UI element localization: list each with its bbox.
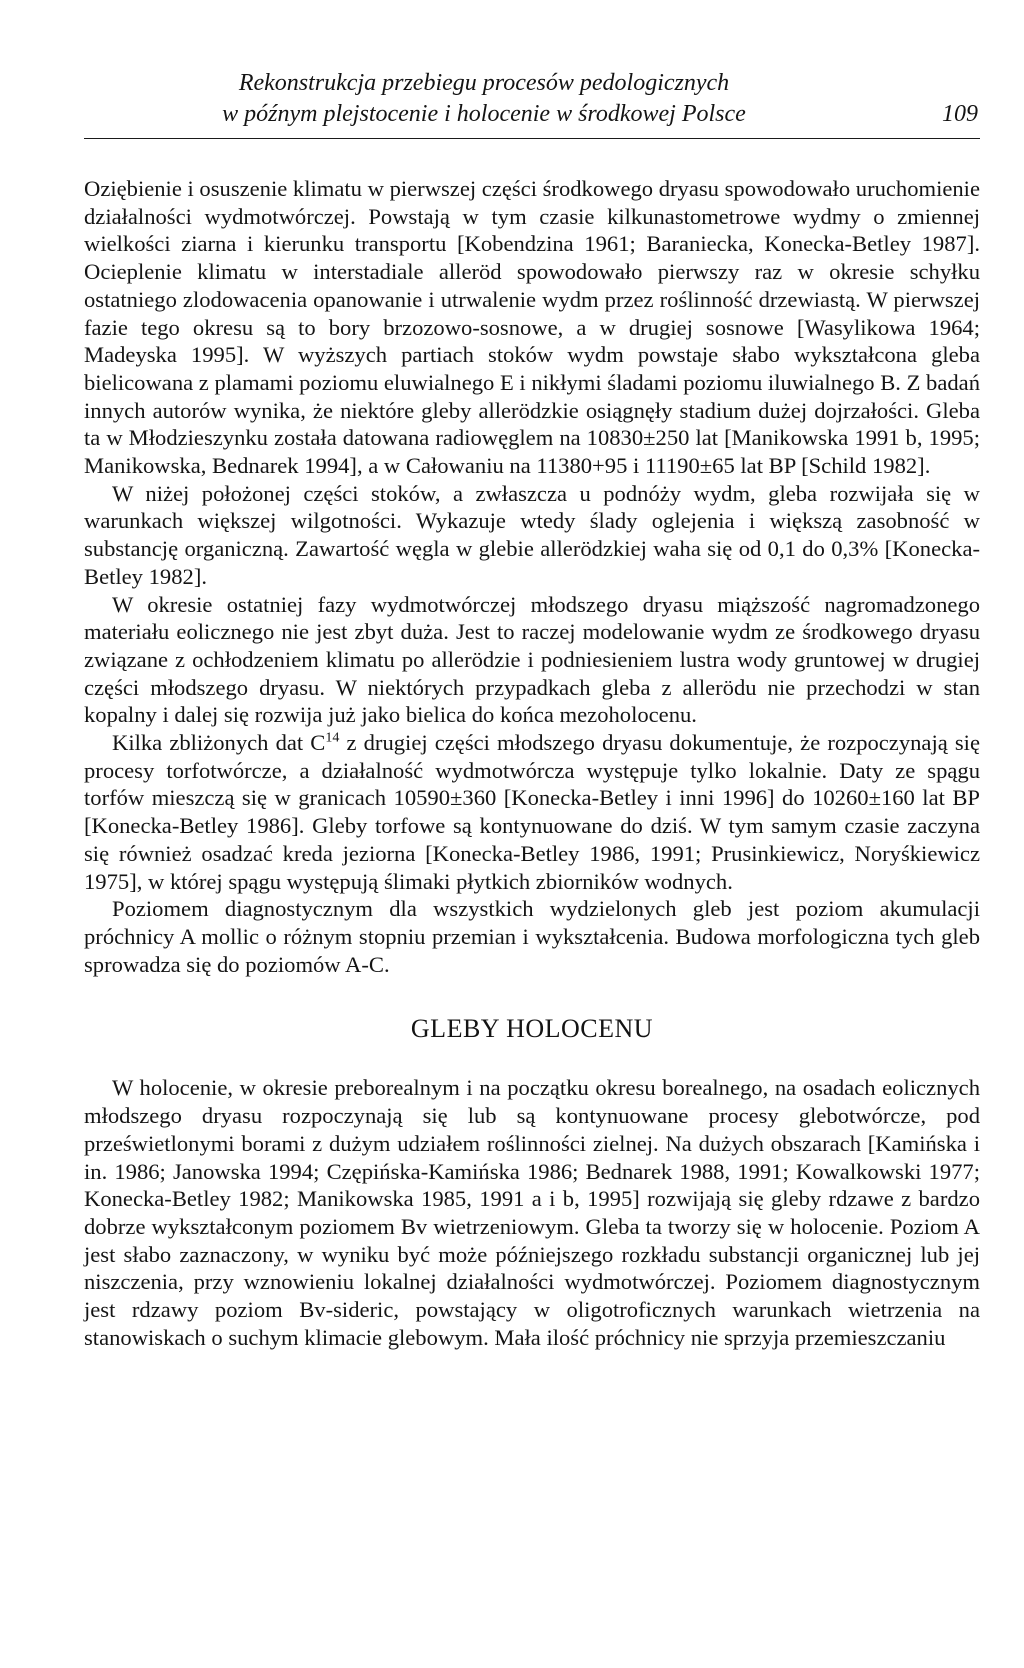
running-title (84, 68, 884, 130)
paragraph-holocene: W holocenie, w okresie preborealnym i na początku okresu borealnego, na osadach eolicznych młodszego dryasu rozpoczynają się lub są kontynuowane procesy glebotwórcze, pod prześwietlonymi borami z dużym udziałem roślinności zielnej. Na dużych obszarach [Kamińska i in. 1986; Janowska 1994; Czępińska-Kamińska 1986; Bednarek 1988, 1991; Kowalkowski 1977; Konecka-Betley 1982; Manikowska 1985, 1991 a i b, 1995] rozwijają się gleby rdzawe z bardzo dobrze wykształconym poziomem Bv wietrzeniowym. Gleba ta tworzy się w holocenie. Poziom A jest słabo zaznaczony, w wyniku być może późniejszego rozkładu substancji organicznej lub jej niszczenia, przy wznowieniu lokalnej działalności wydmotwórczej. Poziomem diagnostycznym jest rdzawy poziom Bv-sideric, powstający w oligotroficznych warunkach wietrzenia na stanowiskach o suchym klimacie glebowym. Mała ilość próchnicy nie sprzyja przemieszczaniu (84, 1075, 980, 1350)
page-number: 109 (942, 101, 978, 127)
running-header (84, 62, 980, 139)
paragraph-younger-dryas: W okresie ostatniej fazy wydmotwórczej młodszego dryasu miąższość nagromadzonego materiału eolicznego nie jest zbyt duża. Jest to raczej modelowanie wydm ze środkowego dryasu związane z ochłodzeniem klimatu po allerödzie i podniesieniem lustra wody gruntowej w drugiej części młodszego dryasu. W niektórych przypadkach gleba z allerödu nie przechodzi w stan kopalny i dalej się rozwija już jako bielica do końca mezoholocenu. (84, 591, 980, 728)
body-text (84, 175, 980, 1351)
c14-text-after: z drugiej części młodszego dryasu dokumentuje, że rozpoczynają się procesy torfotwórcze, a działalność wydmotwórcza występuje tylko lokalnie. Daty ze spągu torfów mieszczą się w granicach 10590±360 [Konecka-Betley i inni 1996] do 10260±160 lat BP [Konecka-Betley 1986]. Gleby torfowe są kontynuowane do dziś. W tym samym czasie zaczyna się również osadzać kreda jeziorna [Konecka-Betley 1986, 1991; Prusinkiewicz, Noryśkiewicz 1975], w której spągu występują ślimaki płytkich zbiorników wodnych. (84, 730, 980, 894)
paragraph-lower-slopes: W niżej położonej części stoków, a zwłaszcza u podnóży wydm, gleba rozwijała się w warunkach większej wilgotności. Wykazuje wtedy ślady oglejenia i większą zasobność w substancję organiczną. Zawartość węgla w glebie allerödzkiej waha się od 0,1 do 0,3% [Konecka-Betley 1982]. (84, 480, 980, 589)
c14-superscript: 14 (325, 730, 340, 746)
running-title-line-1: Rekonstrukcja przebiegu procesów pedologicznych (238, 70, 730, 96)
running-title-line-2: w późnym plejstocenie i holocenie w środkowej Polsce (222, 101, 746, 127)
c14-text-before: Kilka zbliżonych dat C (112, 730, 326, 756)
paragraph-c14-dates (84, 729, 980, 895)
document-page (84, 62, 980, 1351)
section-heading: GLEBY HOLOCENU (410, 1014, 654, 1044)
paragraph-diagnostic-horizon: Poziomem diagnostycznym dla wszystkich wydzielonych gleb jest poziom akumulacji próchnicy A mollic o różnym stopniu przemian i wykształcenia. Budowa morfologiczna tych gleb sprowadza się do poziomów A-C. (84, 896, 980, 977)
paragraph-climate-cooling: Oziębienie i osuszenie klimatu w pierwszej części środkowego dryasu spowodowało uruchomienie działalności wydmotwórczej. Powstają w tym czasie kilkunastometrowe wydmy o zmiennej wielkości ziarna i kierunku transportu [Kobendzina 1961; Baraniecka, Konecka-Betley 1987]. Ocieplenie klimatu w interstadiale alleröd spowodowało pierwszy raz w okresie schyłku ostatniego zlodowacenia opanowanie i utrwalenie wydm przez roślinność drzewiastą. W pierwszej fazie tego okresu są to bory brzozowo-sosnowe, a w drugiej sosnowe [Wasylikowa 1964; Madeyska 1995]. W wyższych partiach stoków wydm powstaje słabo wykształcona gleba bielicowana z plamami poziomu eluwialnego E i nikłymi śladami poziomu iluwialnego B. Z badań innych autorów wynika, że niektóre gleby allerödzkie osiągnęły stadium dużej dojrzałości. Gleba ta w Młodzieszynku została datowana radiowęglem na 10830±250 lat [Manikowska 1991 b, 1995; Manikowska, Bednarek 1994], a w Całowaniu na 11380+95 i 11190±65 lat BP [Schild 1982]. (84, 176, 981, 479)
